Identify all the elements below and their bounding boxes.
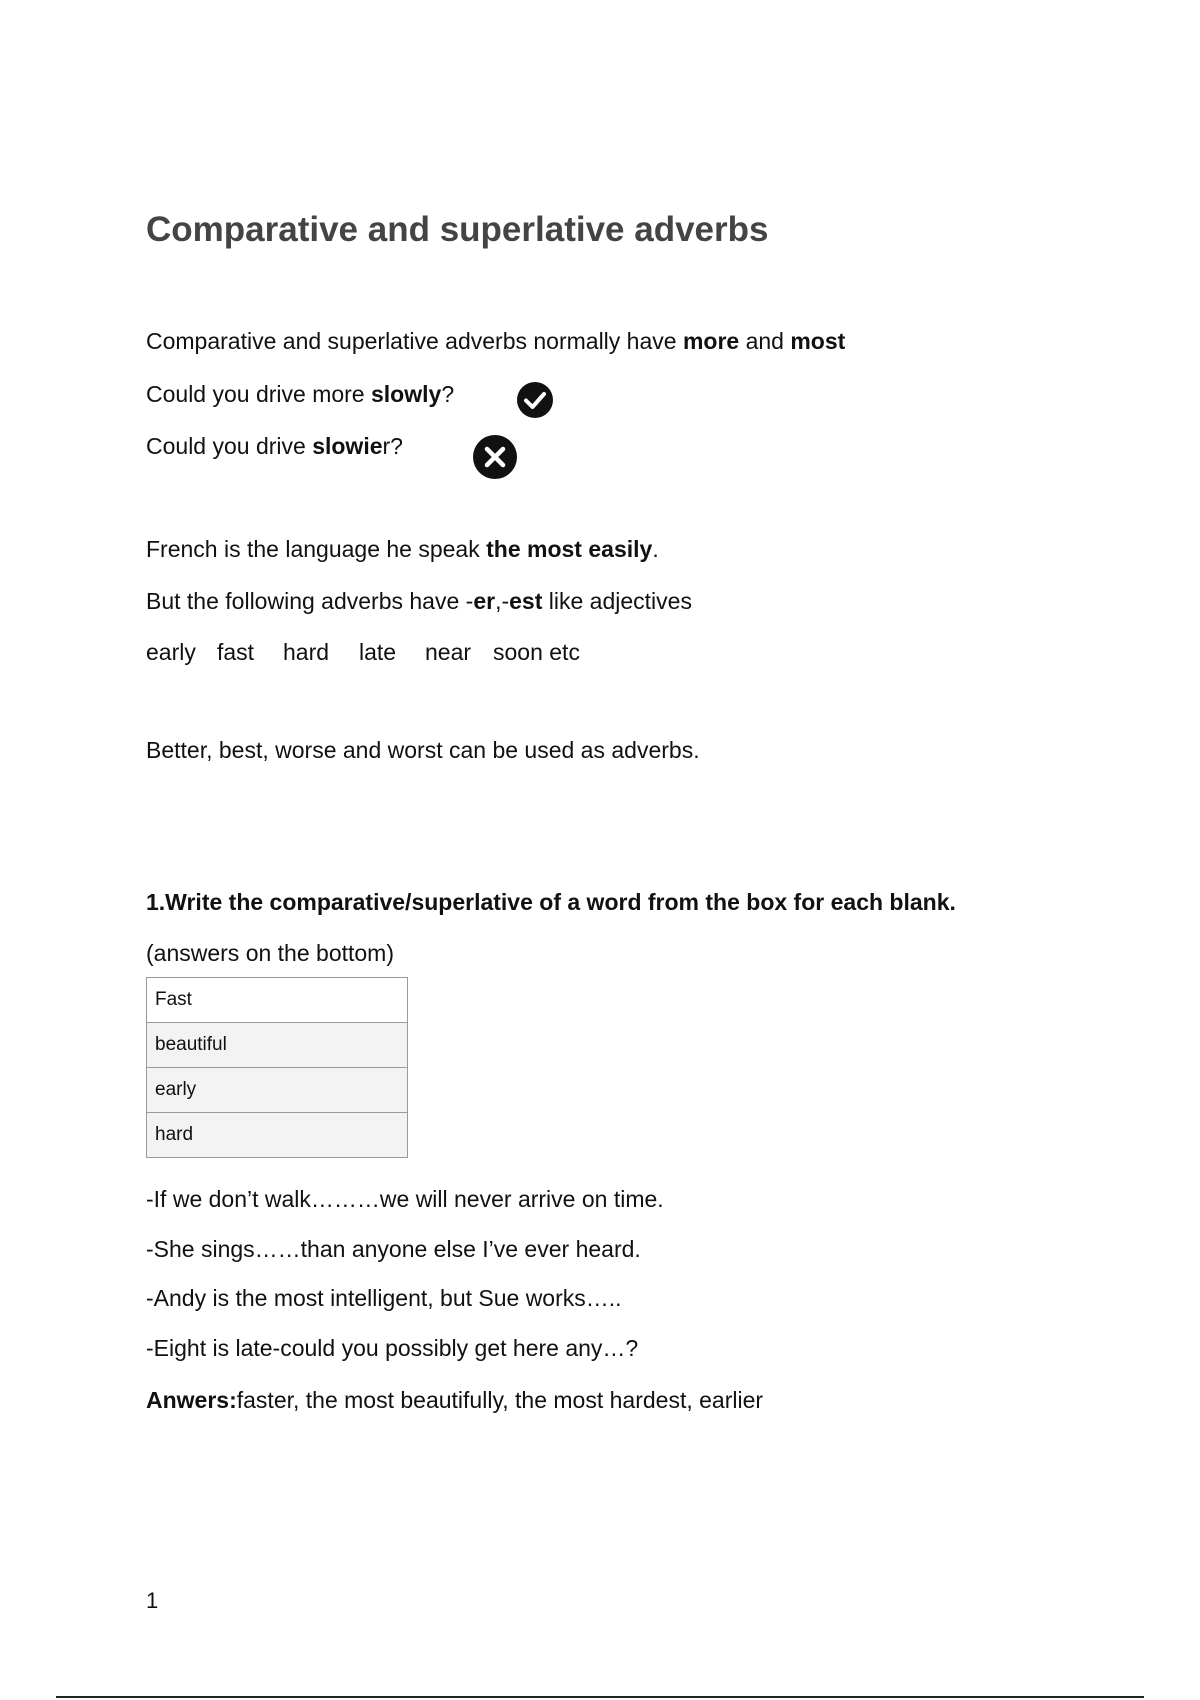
intro-mid: and <box>739 328 791 354</box>
example-wrong-post: r? <box>382 433 403 459</box>
page-bottom-divider <box>56 1696 1144 1698</box>
adverb-item: late <box>359 639 397 665</box>
example-correct-pre: Could you drive more <box>146 381 371 407</box>
following-bold-er: er <box>473 588 496 614</box>
exercise-sentence: -She sings……than anyone else I’ve ever heard. <box>146 1236 641 1262</box>
adverb-item: near <box>425 639 472 665</box>
french-example-post: . <box>652 536 659 562</box>
word-box-row <box>147 1113 408 1158</box>
following-bold-est: est <box>509 588 543 614</box>
french-example <box>146 536 659 563</box>
adverb-list <box>146 639 580 666</box>
intro-bold-more: more <box>682 328 740 354</box>
intro-paragraph <box>146 328 845 355</box>
following-adverbs <box>146 588 692 615</box>
word-box-cell: beautiful <box>147 1023 408 1068</box>
word-box-table <box>146 977 408 1158</box>
adverb-item: soon etc <box>493 639 580 665</box>
following-mid: ,- <box>495 588 510 614</box>
example-correct-post: ? <box>441 381 455 407</box>
intro-bold-most: most <box>790 328 846 354</box>
example-wrong <box>146 433 403 460</box>
adverb-item: hard <box>283 639 330 665</box>
better-best-note: Better, best, worse and worst can be used as adverbs. <box>146 737 700 763</box>
intro-text: Comparative and superlative adverbs normally have <box>146 328 683 354</box>
exercise-sentence: -If we don’t walk………we will never arrive on time. <box>146 1186 664 1212</box>
exercise-heading: 1.Write the comparative/superlative of a word from the box for each blank. <box>146 889 956 915</box>
answers-note: (answers on the bottom) <box>146 940 395 966</box>
word-box-cell: Fast <box>147 978 408 1023</box>
following-pre: But the following adverbs have - <box>146 588 474 614</box>
answers-line <box>146 1387 763 1414</box>
word-box-cell: hard <box>147 1113 408 1158</box>
word-box-row <box>147 978 408 1023</box>
example-wrong-bold: slowie <box>312 433 383 459</box>
word-box-cell: early <box>147 1068 408 1113</box>
answers-text: faster, the most beautifully, the most hardest, earlier <box>236 1387 764 1413</box>
x-circle-icon <box>473 435 517 479</box>
word-box-row <box>147 1023 408 1068</box>
check-circle-icon <box>517 382 553 418</box>
exercise-sentence: -Eight is late-could you possibly get here any…? <box>146 1335 639 1361</box>
example-correct <box>146 381 454 408</box>
french-example-pre: French is the language he speak <box>146 536 487 562</box>
word-box-row <box>147 1068 408 1113</box>
example-correct-bold: slowly <box>371 381 442 407</box>
adverb-item: early <box>146 639 196 665</box>
page-number: 1 <box>146 1588 159 1613</box>
answers-label: Anwers: <box>146 1387 237 1413</box>
example-wrong-pre: Could you drive <box>146 433 313 459</box>
french-example-bold: the most easily <box>486 536 653 562</box>
adverb-item: fast <box>217 639 255 665</box>
following-post: like adjectives <box>542 588 692 614</box>
page-title: Comparative and superlative adverbs <box>146 210 769 249</box>
exercise-sentence: -Andy is the most intelligent, but Sue works….. <box>146 1285 622 1311</box>
